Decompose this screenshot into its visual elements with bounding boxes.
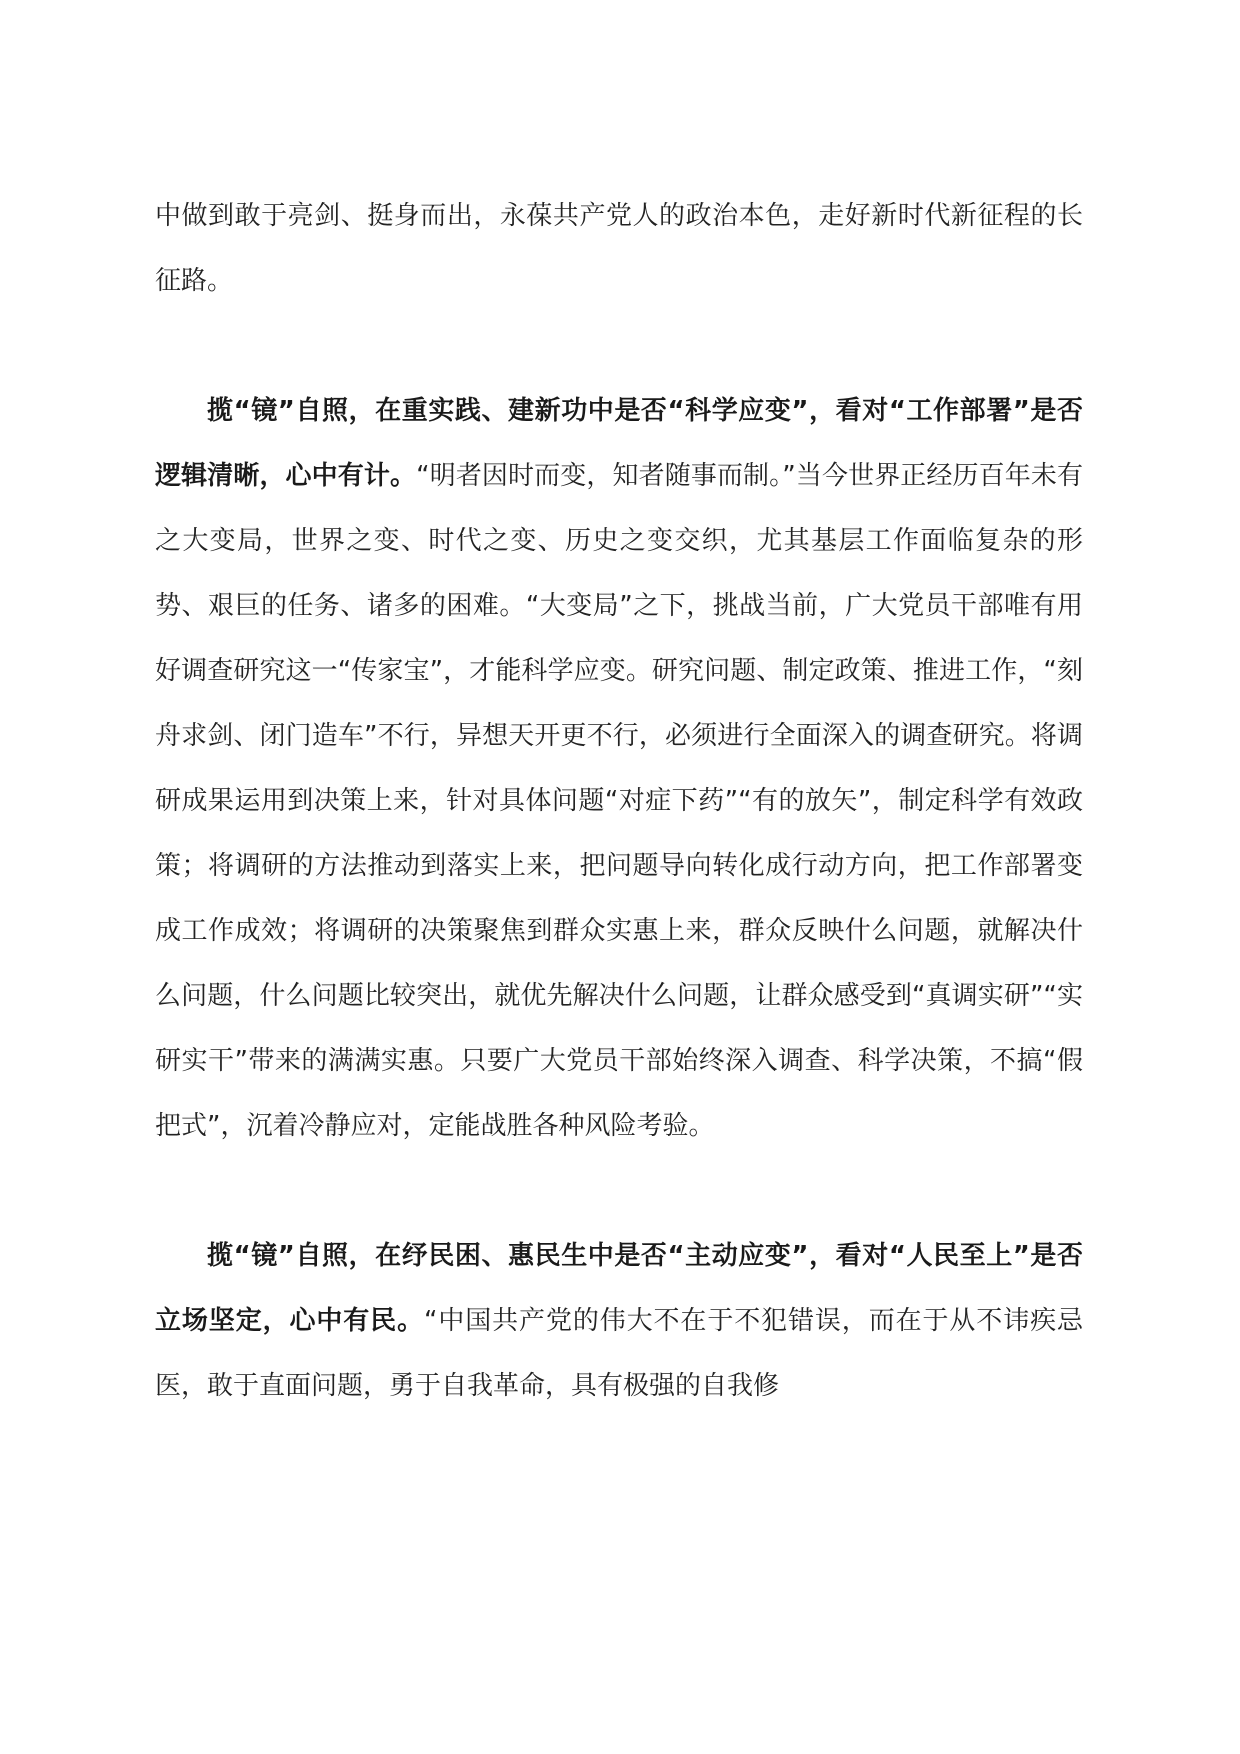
paragraph-text: “明者因时而变，知者随事而制。”当今世界正经历百年未有之大变局，世界之变、时代之变、历史之变交织，尤其基层工作面临复杂的形势、艰巨的任务、诸多的困难。“大变局”之下，挑战当前，广大党员干部唯有用好调查研究这一“传家宝”，才能科学应变。研究问题、制定政策、推进工作，“刻舟求剑、闭门造车”不行，异想天开更不行，必须进行全面深入的调查研究。将调研成果运用到决策上来，针对具体问题“对症下药”“有的放矢”，制定科学有效政策；将调研的方法推动到落实上来，把问题导向转化成行动方向，把工作部署变成工作成效；将调研的决策聚焦到群众实惠上来，群众反映什么问题，就解决什么问题，什么问题比较突出，就优先解决什么问题，让群众感受到“真调实研”“实研实干”带来的满满实惠。只要广大党员干部始终深入调查、科学决策，不搞“假把式”，沉着冷静应对，定能战胜各种风险考验。 [155,461,1083,1141]
paragraph-text: “中国共产党的伟大不在于不犯错误，而在于从不讳疾忌医，敢于直面问题，勇于自我革命，具有极强的自我修 [155,1306,1083,1401]
paragraph-lead-heading: 揽“镜”自照，在重实践、建新功中是否“科学应变”，看对“工作部署”是否逻辑清晰，心中有计。 [155,396,1083,491]
document-body [155,184,1083,1419]
paragraph-text: 中做到敢于亮剑、挺身而出，永葆共产党人的政治本色，走好新时代新征程的长征路。 [155,201,1083,296]
paragraph-scientific-adaptation [155,379,1083,1159]
paragraph-active-adaptation [155,1224,1083,1419]
paragraph-continuation [155,184,1083,314]
paragraph-lead-heading: 揽“镜”自照，在纾民困、惠民生中是否“主动应变”，看对“人民至上”是否立场坚定，心中有民。 [155,1241,1083,1336]
